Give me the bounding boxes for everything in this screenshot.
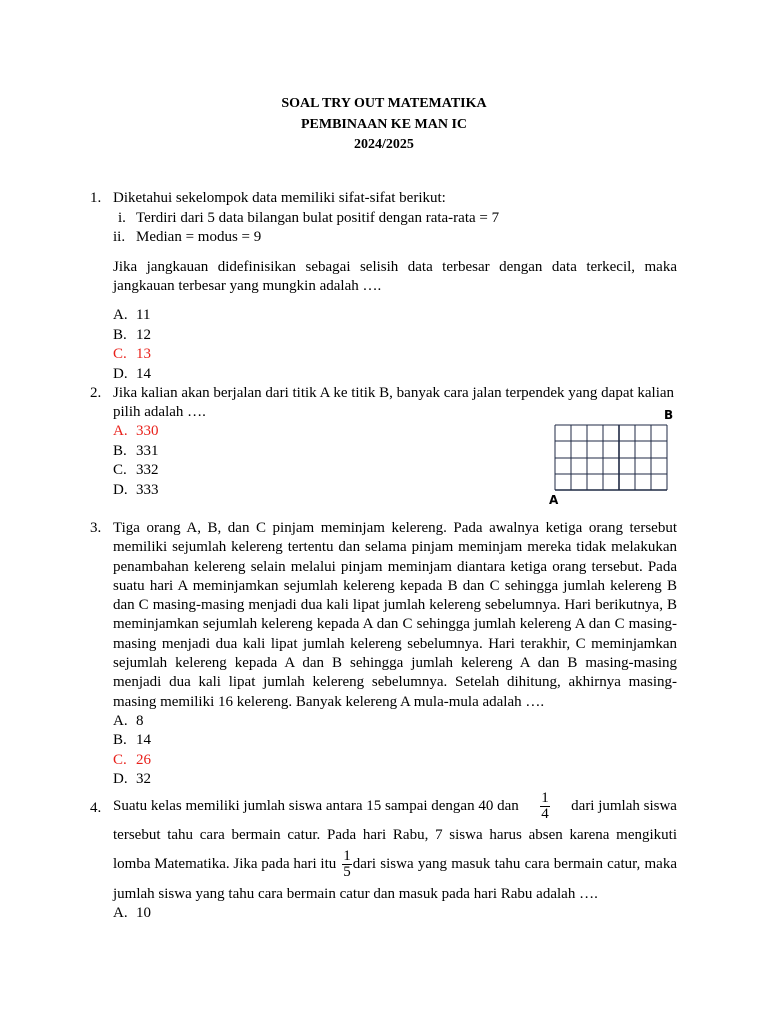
q1-number: 1. bbox=[90, 190, 102, 206]
q2-option-value: 333 bbox=[136, 482, 159, 498]
q2-stem-line: pilih adalah …. bbox=[113, 404, 206, 420]
q1-stem-line: Jika jangkauan didefinisikan sebagai selisih data terbesar dengan data terkecil, maka bbox=[113, 259, 677, 275]
q1-option-value: 12 bbox=[136, 327, 151, 343]
q1-option-letter: B. bbox=[113, 327, 127, 343]
q3-number: 3. bbox=[90, 520, 102, 536]
exam-subtitle: PEMBINAAN KE MAN IC bbox=[300, 116, 468, 132]
q1-option-letter: A. bbox=[113, 307, 128, 323]
q4-text: dari siswa yang masuk tahu cara bermain catur, maka bbox=[352, 855, 677, 872]
q2-number: 2. bbox=[90, 385, 102, 401]
q4-stem-middle bbox=[113, 826, 677, 845]
q1-stem bbox=[113, 258, 677, 297]
q1-stem-line: jangkauan terbesar yang mungkin adalah …. bbox=[113, 278, 382, 295]
q4-line-with-fraction bbox=[113, 786, 677, 826]
q1-condition-text: Terdiri dari 5 data bilangan bulat positif dengan rata-rata = 7 bbox=[136, 210, 500, 226]
q2-option-value-answer: 330 bbox=[136, 423, 159, 439]
q3-stem-line: penambahan kelereng selain melalui pinjam meminjam diantara ketiga orang tersebut. Pada bbox=[113, 558, 677, 575]
q2-stem-line: Jika kalian akan berjalan dari titik A ke titik B, banyak cara jalan terpendek yang dapat kalian bbox=[113, 385, 675, 401]
q1-option-letter-answer: C. bbox=[113, 346, 127, 362]
q3-option-value: 32 bbox=[136, 771, 151, 787]
q4-text: lomba Matematika. Jika pada hari itu bbox=[113, 855, 337, 872]
q1-condition-text: Median = modus = 9 bbox=[136, 229, 262, 245]
q4-option-value: 10 bbox=[136, 905, 151, 921]
q4-stem-line: tersebut tahu cara bermain catur. Pada hari Rabu, 7 siswa harus absen karena mengikuti bbox=[113, 827, 677, 843]
q3-stem-line: sejumlah kelereng kepada A dan B sehingga jumlah kelereng A dan B masing-masing bbox=[113, 655, 677, 672]
q1-option-value: 14 bbox=[136, 366, 151, 382]
q3-stem-line: memiliki sejumlah kelereng tertentu dan selama pinjam meminjam mereka tidak melakukan bbox=[113, 539, 677, 556]
grid-lines bbox=[555, 425, 667, 490]
exam-title: SOAL TRY OUT MATEMATIKA bbox=[281, 96, 487, 111]
fraction-denominator: 4 bbox=[541, 805, 549, 822]
q3-option-value: 8 bbox=[136, 713, 144, 729]
q2-option-letter: C. bbox=[113, 462, 127, 478]
q3-option-letter: D. bbox=[113, 771, 128, 787]
q1-option-letter: D. bbox=[113, 366, 128, 382]
q1-option-value-answer: 13 bbox=[136, 346, 151, 362]
q4-option-letter: A. bbox=[113, 905, 128, 921]
exam-header bbox=[0, 94, 768, 156]
q2-option-value: 331 bbox=[136, 443, 159, 459]
q1-condition-marker: ii. bbox=[113, 229, 126, 245]
q3-option-value: 14 bbox=[136, 732, 151, 748]
fraction-one-quarter bbox=[540, 791, 550, 822]
q3-stem-line: masing menjadi dua kali lipat jumlah kelereng sebelumnya. Hari terakhir, C meminjamkan bbox=[113, 635, 677, 652]
q3-option-letter-answer: C. bbox=[113, 752, 127, 768]
q2-option-letter: D. bbox=[113, 482, 128, 498]
q4-number: 4. bbox=[90, 800, 102, 816]
fraction-one-fifth bbox=[342, 849, 352, 880]
q3-stem-line: meminjamkan sejumlah kelereng kepada A dan C sehingga jumlah kelereng A dan C masing- bbox=[113, 616, 677, 633]
exam-year: 2024/2025 bbox=[354, 137, 414, 152]
q3-stem-line: Tiga orang A, B, dan C pinjam meminjam kelereng. Pada awalnya ketiga orang tersebut bbox=[113, 520, 677, 536]
grid-label-end: B bbox=[664, 408, 674, 422]
q3-stem-line: masing memiliki 16 kelereng. Banyak kelereng A mula-mula adalah …. bbox=[113, 693, 545, 710]
q1-intro: Diketahui sekelompok data memiliki sifat-sifat berikut: bbox=[113, 190, 446, 206]
q1-condition-marker: i. bbox=[118, 210, 126, 226]
fraction-denominator: 5 bbox=[343, 863, 351, 880]
fraction-numerator: 1 bbox=[343, 847, 351, 864]
q2-option-letter-answer: A. bbox=[113, 423, 128, 439]
grid-label-start: A bbox=[549, 493, 559, 507]
fraction-numerator: 1 bbox=[541, 789, 549, 806]
q4-text: dari jumlah siswa bbox=[571, 797, 677, 814]
path-grid-figure bbox=[553, 423, 671, 493]
q3-option-value-answer: 26 bbox=[136, 752, 151, 768]
q4-text: Suatu kelas memiliki jumlah siswa antara 15 sampai dengan 40 dan bbox=[113, 797, 519, 814]
q4-line-with-fraction bbox=[113, 844, 677, 884]
q3-option-letter: B. bbox=[113, 732, 127, 748]
q3-option-letter: A. bbox=[113, 713, 128, 729]
q4-stem-line: jumlah siswa yang tahu cara bermain catur dan masuk pada hari Rabu adalah …. bbox=[113, 886, 598, 902]
q1-option-value: 11 bbox=[136, 307, 151, 323]
q3-stem-line: dan C masing-masing menjadi dua kali lipat jumlah kelereng sebelumnya. Hari berikutnya, B bbox=[113, 597, 677, 614]
q3-stem-line: suatu hari A meminjamkan sejumlah kelereng kepada B dan C sehingga jumlah kelereng B bbox=[113, 577, 677, 594]
q2-option-letter: B. bbox=[113, 443, 127, 459]
q3-stem bbox=[113, 519, 677, 712]
q2-option-value: 332 bbox=[136, 462, 159, 478]
q3-stem-line: menjadi dua kali lipat jumlah kelereng sebelumnya. Setelah dihitung, akhirnya masing- bbox=[113, 674, 677, 691]
